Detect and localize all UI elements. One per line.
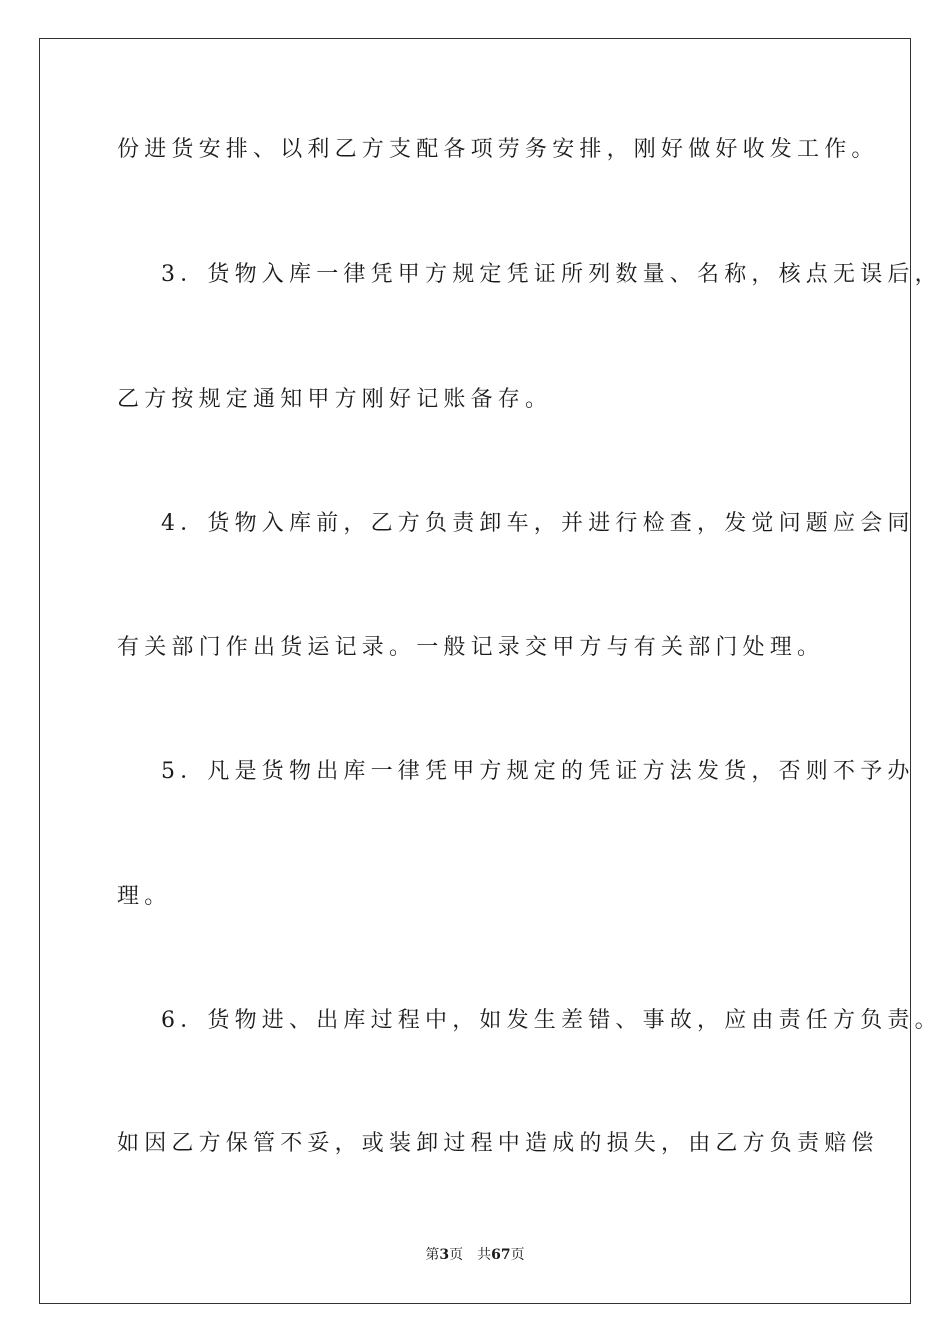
body-line-1: 份进货安排、以利乙方支配各项劳务安排，刚好做好收发工作。	[117, 137, 879, 162]
footer-page-suffix: 页	[449, 1247, 464, 1263]
footer-total-prefix: 共	[477, 1247, 492, 1263]
body-line-9: 如因乙方保管不妥，或装卸过程中造成的损失，由乙方负责赔偿	[117, 1131, 879, 1156]
body-line-2: 3．货物入库一律凭甲方规定凭证所列数量、名称，核点无误后，	[161, 262, 942, 287]
footer-total-pages: 67	[491, 1247, 511, 1263]
footer-total-suffix: 页	[510, 1247, 525, 1263]
page-footer	[0, 1246, 950, 1264]
footer-page-prefix: 第	[425, 1247, 440, 1263]
footer-page-number: 3	[439, 1247, 450, 1263]
body-line-4: 4．货物入库前，乙方负责卸车，并进行检查，发觉问题应会同	[161, 511, 915, 536]
body-line-3: 乙方按规定通知甲方刚好记账备存。	[117, 387, 553, 412]
body-line-8: 6．货物进、出库过程中，如发生差错、事故，应由责任方负责。	[161, 1008, 942, 1033]
body-line-6: 5．凡是货物出库一律凭甲方规定的凭证方法发货，否则不予办	[161, 759, 915, 784]
page-frame	[39, 38, 911, 1304]
body-line-5: 有关部门作出货运记录。一般记录交甲方与有关部门处理。	[117, 635, 825, 660]
body-line-7: 理。	[117, 884, 172, 909]
